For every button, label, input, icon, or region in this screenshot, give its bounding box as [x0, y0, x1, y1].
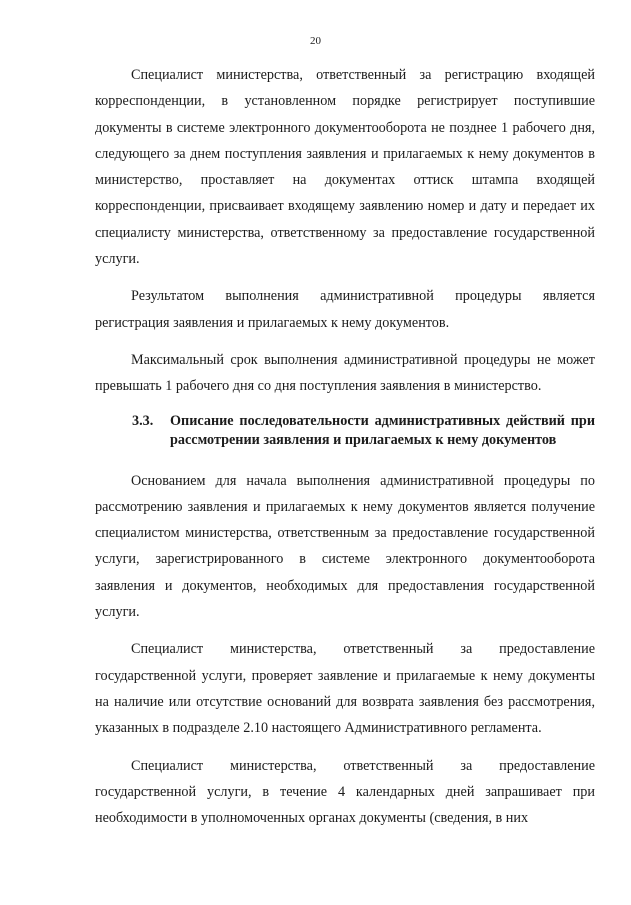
paragraph-request: Специалист министерства, ответственный за предоставление государственной услуги, в течение 4 календарных дней запрашивает при необходимости в уполномоченных органах документы (сведения, в них [95, 757, 595, 827]
paragraph-check: Специалист министерства, ответственный за предоставление государственной услуги, проверяет заявление и прилагаемые к нему документы на наличие или отсутствие оснований для возврата заявления без рассмотрения, указанных в подразделе 2.10 настоящего Административного регламента. [95, 641, 595, 737]
page-number: 20 [310, 35, 321, 47]
paragraph-max-term: Максимальный срок выполнения административной процедуры не может превышать 1 рабочего дня со дня поступления заявления в министерство. [95, 351, 595, 395]
section-heading [95, 412, 595, 450]
document-body [95, 62, 595, 842]
section-title: Описание последовательности административных действий при рассмотрении заявления и прилагаемых к нему документов [170, 412, 595, 448]
section-number: 3.3. [132, 412, 154, 429]
paragraph-result: Результатом выполнения административной процедуры является регистрация заявления и прилагаемых к нему документов. [95, 288, 595, 331]
paragraph-basis: Основанием для начала выполнения административной процедуры по рассмотрению заявления и прилагаемых к нему документов является получение специалистом министерства, ответственным за предоставление государственной услуги, зарегистрированного в системе электронного документооборота заявления и документов, необходимых для предоставления государственной услуги. [95, 472, 595, 621]
paragraph-registration: Специалист министерства, ответственный за регистрацию входящей корреспонденции, в установленном порядке регистрирует поступившие документы в системе электронного документооборота не позднее 1 рабочего дня, следующего за днем поступления заявления и прилагаемых к нему документов в министерство, проставляет на документах оттиск штампа входящей корреспонденции, присваивает входящему заявлению номер и дату и передает их специалисту министерства, ответственному за предоставление государственной услуги. [95, 67, 595, 268]
